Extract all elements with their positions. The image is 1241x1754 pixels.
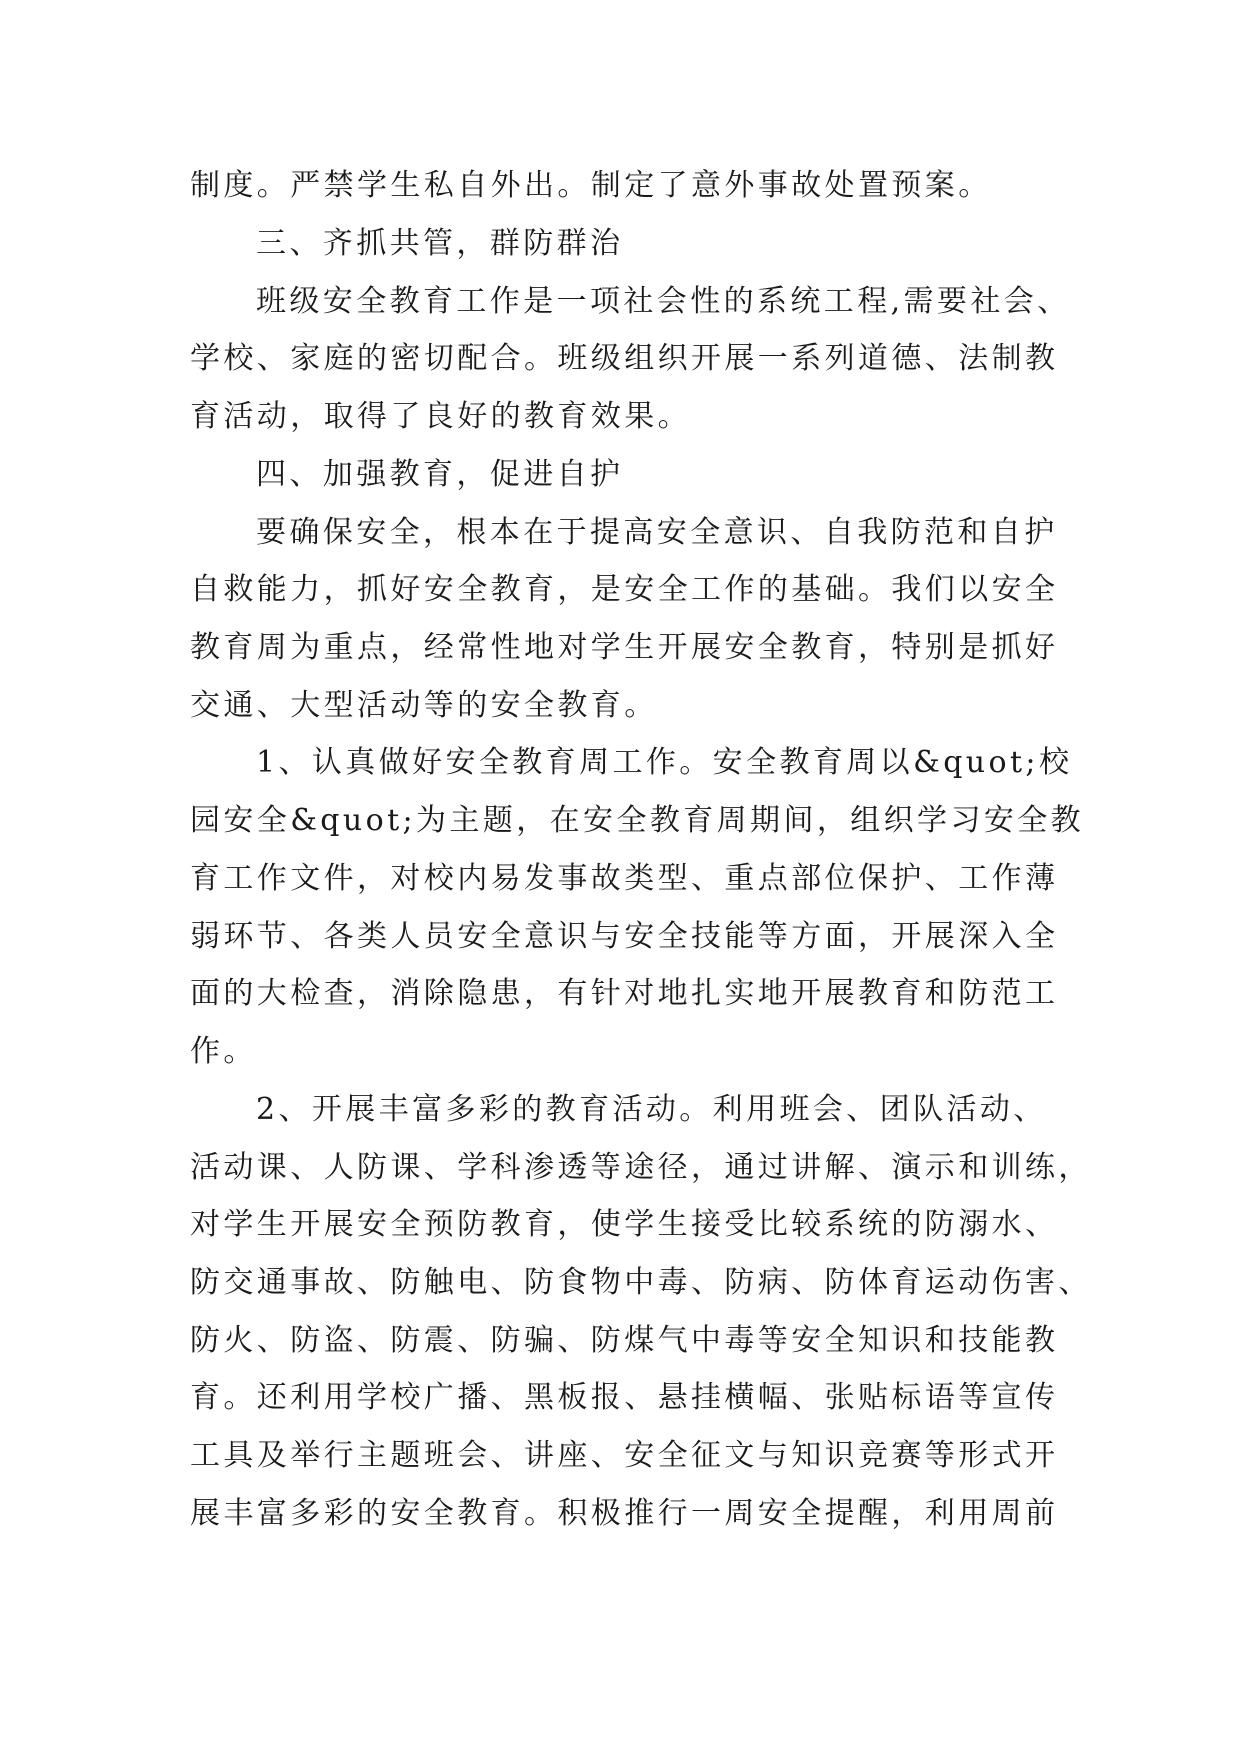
section-heading-3: 三、齐抓共管，群防群治 bbox=[256, 226, 624, 261]
text-line-13: 育工作文件，对校内易发事故类型、重点部位保护、工作薄 bbox=[190, 861, 1059, 896]
text-line-18: 活动课、人防课、学科渗透等途径，通过讲解、演示和训练， bbox=[190, 1150, 1092, 1185]
text-line-22: 育。还利用学校广播、黑板报、悬挂横幅、张贴标语等宣传 bbox=[190, 1380, 1059, 1415]
text-line-14: 弱环节、各类人员安全意识与安全技能等方面，开展深入全 bbox=[190, 919, 1059, 954]
text-line-21: 防火、防盗、防震、防骗、防煤气中毒等安全知识和技能教 bbox=[190, 1323, 1059, 1358]
text-line-12: 园安全&quot;为主题，在安全教育周期间，组织学习安全教 bbox=[190, 803, 1085, 838]
text-line-24: 展丰富多彩的安全教育。积极推行一周安全提醒，利用周前 bbox=[190, 1496, 1059, 1531]
text-line-10: 交通、大型活动等的安全教育。 bbox=[190, 688, 658, 723]
text-line-7: 要确保安全，根本在于提高安全意识、自我防范和自护 bbox=[256, 515, 1058, 550]
text-line-5: 育活动，取得了良好的教育效果。 bbox=[190, 399, 691, 434]
text-line-15: 面的大检查，消除隐患，有针对地扎实地开展教育和防范工 bbox=[190, 976, 1059, 1011]
text-line-11: 1、认真做好安全教育周工作。安全教育周以&quot;校 bbox=[256, 745, 1073, 780]
text-line-20: 防交通事故、防触电、防食物中毒、防病、防体育运动伤害、 bbox=[190, 1265, 1092, 1300]
section-heading-4: 四、加强教育，促进自护 bbox=[256, 457, 624, 492]
text-line-4: 学校、家庭的密切配合。班级组织开展一系列道德、法制教 bbox=[190, 341, 1059, 376]
text-line-19: 对学生开展安全预防教育，使学生接受比较系统的防溺水、 bbox=[190, 1207, 1059, 1242]
text-line-1: 制度。严禁学生私自外出。制定了意外事故处置预案。 bbox=[190, 168, 992, 203]
text-line-3: 班级安全教育工作是一项社会性的系统工程,需要社会、 bbox=[256, 284, 1071, 319]
text-line-16: 作。 bbox=[190, 1034, 257, 1069]
text-line-23: 工具及举行主题班会、讲座、安全征文与知识竞赛等形式开 bbox=[190, 1438, 1059, 1473]
text-line-9: 教育周为重点，经常性地对学生开展安全教育，特别是抓好 bbox=[190, 630, 1059, 665]
text-line-8: 自救能力，抓好安全教育，是安全工作的基础。我们以安全 bbox=[190, 572, 1059, 607]
text-line-17: 2、开展丰富多彩的教育活动。利用班会、团队活动、 bbox=[256, 1092, 1047, 1127]
